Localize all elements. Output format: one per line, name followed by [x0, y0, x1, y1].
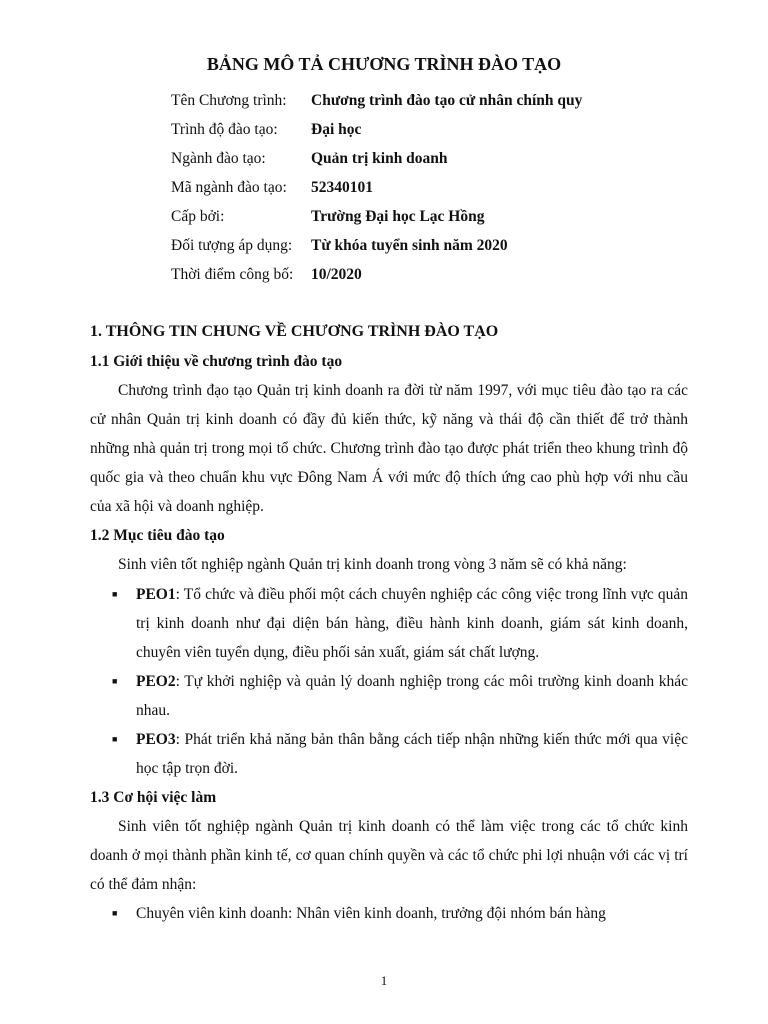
info-value: 52340101: [311, 179, 373, 196]
list-item-peo1: [112, 580, 688, 667]
info-row-program-name: [171, 89, 582, 118]
list-item-peo2: [112, 667, 688, 725]
info-row-major-code: [171, 176, 582, 205]
info-value: 10/2020: [311, 266, 362, 283]
section-1-3-heading: 1.3 Cơ hội việc làm: [90, 789, 217, 806]
info-label: Trình độ đào tạo:: [171, 121, 278, 138]
list-item-text: [136, 667, 688, 725]
list-item-text: [136, 725, 688, 783]
info-label: Ngành đào tạo:: [171, 150, 266, 167]
program-info-table: [171, 89, 582, 292]
peo-code: PEO2: [136, 673, 176, 690]
info-value: Trường Đại học Lạc Hồng: [311, 208, 485, 225]
info-row-audience: [171, 234, 582, 263]
list-item-text: [136, 580, 688, 667]
peo-code: PEO1: [136, 586, 176, 603]
page-number: 1: [380, 973, 388, 988]
section-1-1-paragraph: Chương trình đạo tạo Quản trị kinh doanh ra đời từ năm 1997, với mục tiêu đào tạo ra các cử nhân Quản trị kinh doanh có đầy đủ kiến thức, kỹ năng và thái độ cần thiết để trở thành những nhà quản trị trong mọi tổ chức. Chương trình đào tạo được phát triển theo khung trình độ quốc gia và theo chuẩn khu vực Đông Nam Á với mức độ thích ứng cao phù hợp với nhu cầu của xã hội và doanh nghiệp.: [90, 382, 688, 515]
section-1-1-heading: 1.1 Giới thiệu về chương trình đào tạo: [90, 353, 343, 370]
bullet-square-icon: ■: [112, 589, 118, 599]
section-1-heading: 1. THÔNG TIN CHUNG VỀ CHƯƠNG TRÌNH ĐÀO TẠO: [90, 323, 499, 340]
section-1-3-paragraph: Sinh viên tốt nghiệp ngành Quản trị kinh doanh có thể làm việc trong các tổ chức kinh doanh ở mọi thành phần kinh tế, cơ quan chính quyền và các tổ chức phi lợi nhuận với các vị trí có thể đảm nhận:: [90, 818, 688, 893]
bullet-square-icon: ■: [112, 676, 118, 686]
info-label: Cấp bởi:: [171, 208, 225, 225]
info-label: Thời điểm công bố:: [171, 266, 294, 283]
document-title: BẢNG MÔ TẢ CHƯƠNG TRÌNH ĐÀO TẠO: [206, 54, 562, 74]
info-label: Tên Chương trình:: [171, 92, 287, 109]
info-row-publish-date: [171, 263, 582, 292]
section-1-2-heading: 1.2 Mục tiêu đào tạo: [90, 527, 225, 544]
info-label: Đối tượng áp dụng:: [171, 237, 293, 254]
info-value: Chương trình đào tạo cử nhân chính quy: [311, 92, 583, 109]
list-item-peo3: [112, 725, 688, 783]
info-label: Mã ngành đào tạo:: [171, 179, 287, 196]
peo-code: PEO3: [136, 731, 176, 748]
info-value: Từ khóa tuyển sinh năm 2020: [311, 237, 508, 254]
bullet-square-icon: ■: [112, 908, 118, 918]
peo-description: : Tổ chức và điều phối một cách chuyên nghiệp các công việc trong lĩnh vực quản trị kinh doanh như đại diện bán hàng, điều hành kinh doanh, giám sát kinh doanh, chuyên viên tuyển dụng, điều phối sản xuất, giám sát chất lượng.: [136, 586, 688, 661]
list-item-text: Chuyên viên kinh doanh: Nhân viên kinh doanh, trưởng đội nhóm bán hàng: [136, 905, 606, 922]
info-row-level: [171, 118, 582, 147]
info-row-major: [171, 147, 582, 176]
info-value: Đại học: [311, 121, 362, 138]
peo-description: : Tự khởi nghiệp và quản lý doanh nghiệp trong các môi trường kinh doanh khác nhau.: [136, 673, 688, 719]
info-value: Quản trị kinh doanh: [311, 150, 448, 167]
info-row-issuer: [171, 205, 582, 234]
list-item-job: [112, 899, 688, 928]
section-1-2-intro: Sinh viên tốt nghiệp ngành Quản trị kinh doanh trong vòng 3 năm sẽ có khả năng:: [118, 556, 627, 573]
bullet-square-icon: ■: [112, 734, 118, 744]
peo-description: : Phát triển khả năng bản thân bằng cách tiếp nhận những kiến thức mới qua việc học tập trọn đời.: [136, 731, 688, 777]
